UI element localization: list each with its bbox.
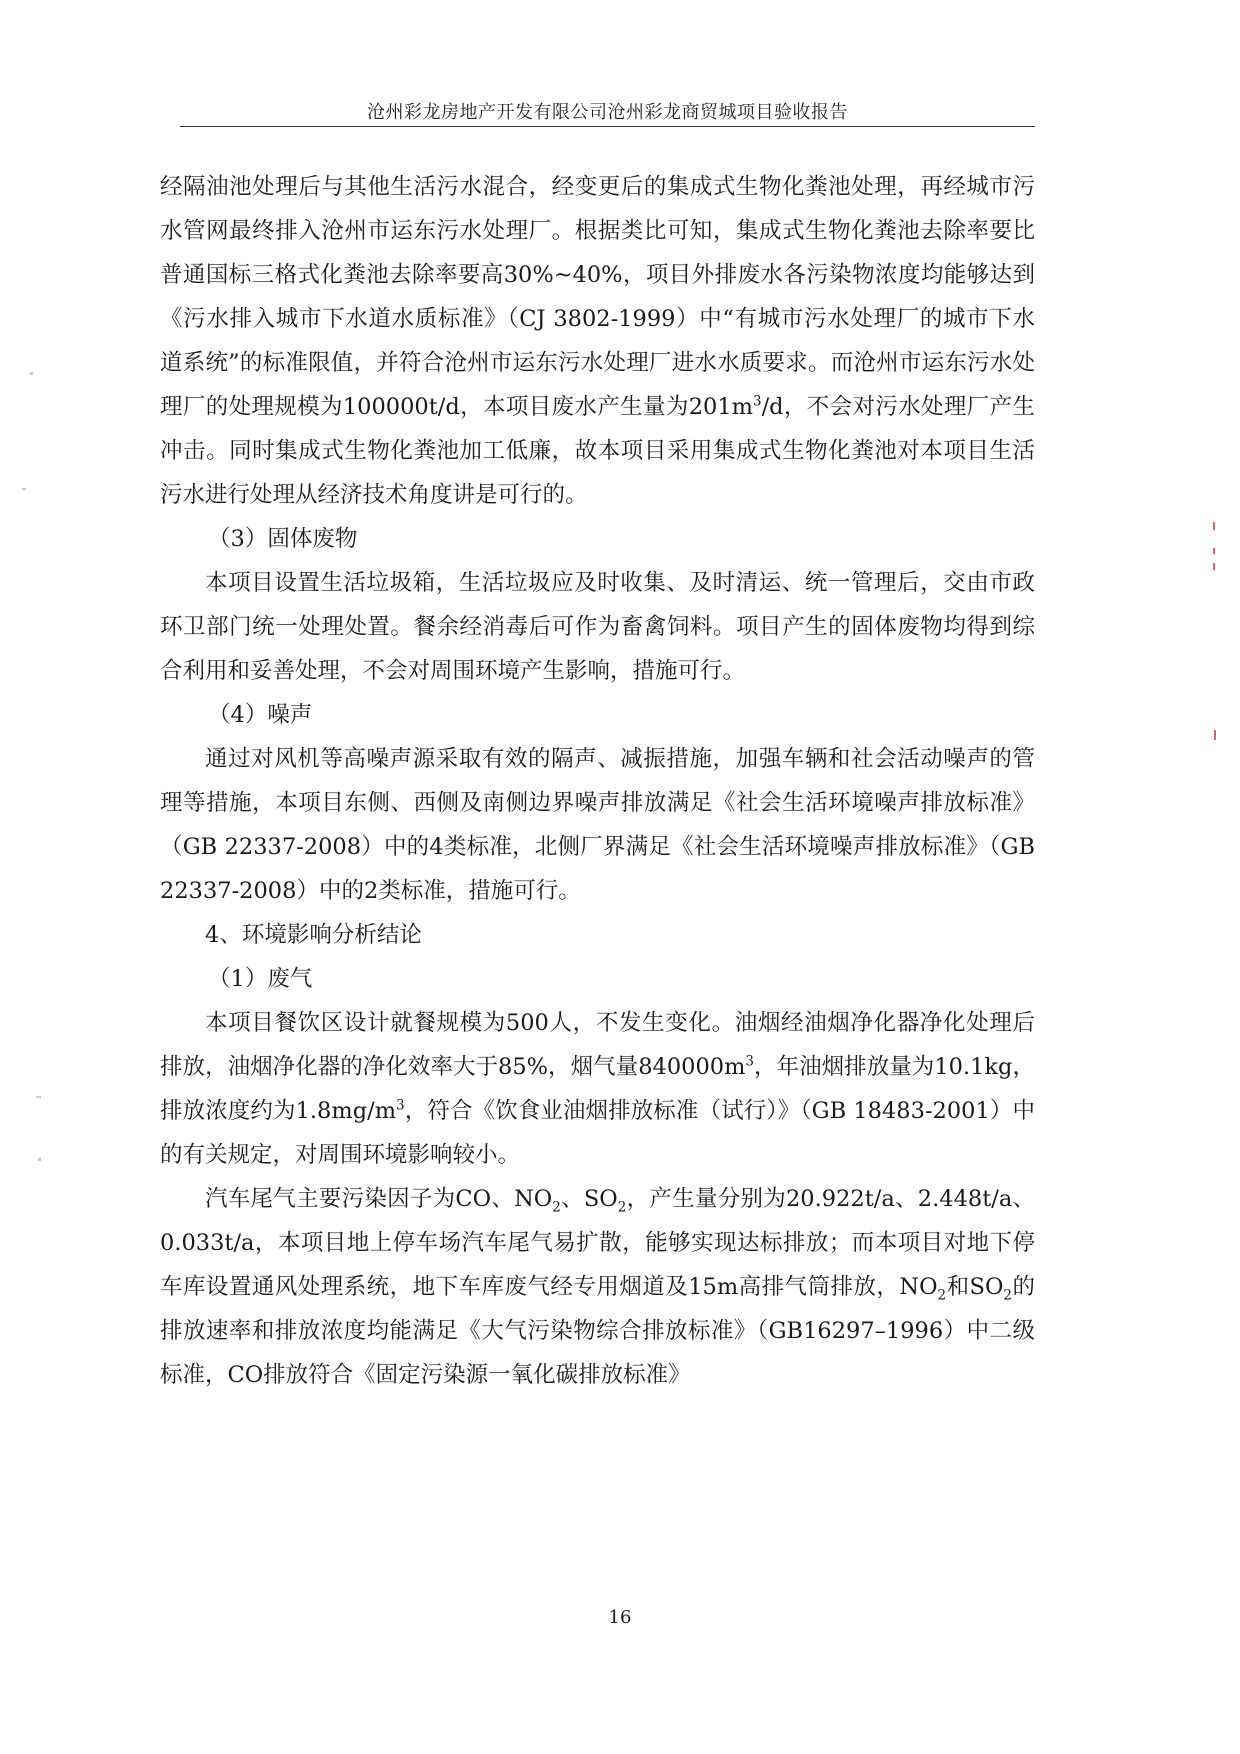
subscript: 2 [1003,1287,1013,1304]
text: 、SO [560,1186,618,1212]
scan-artifact [1213,563,1215,570]
scan-artifact [1213,548,1215,554]
paragraph-noise: 通过对风机等高噪声源采取有效的隔声、减振措施，加强车辆和社会活动噪声的管理等措施，本项目东侧、西侧及南侧边界噪声排放满足《社会生活环境噪声排放标准》（GB 22337-2008）中的4类标准，北侧厂界满足《社会生活环境噪声排放标准》（GB 22337-2008）中的2类标准，措施可行。 [160,746,1035,904]
scan-artifact [1214,730,1216,740]
text: ，符合《饮食业油烟排放标准（试行）》（GB 18483-2001）中的有关规定，对周围环境影响较小。 [160,1098,1035,1168]
paragraph-solid-waste: 本项目设置生活垃圾箱，生活垃圾应及时收集、及时清运、统一管理后，交由市政环卫部门统一处理处置。餐余经消毒后可作为畜禽饲料。项目产生的固体废物均得到综合利用和妥善处理，不会对周围环境产生影响，措施可行。 [160,570,1035,684]
text: 汽车尾气主要污染因子为CO、NO [205,1186,553,1212]
paragraph-vehicle-exhaust [160,1177,1035,1397]
text: 本项目餐饮区设计就餐规模为500人，不发生变化。油烟经油烟净化器净化处理后排放，油烟净化器的净化效率大于85%，烟气量840000m [160,1010,1035,1080]
text: 和SO [946,1274,1004,1300]
document-body [160,165,1035,1397]
text: 经隔油池处理后与其他生活污水混合，经变更后的集成式生物化粪池处理，再经城市污水管网最终排入沧州市运东污水处理厂。根据类比可知，集成式生物化粪池去除率要比普通国标三格式化粪池去除率要高30%~40%，项目外排废水各污染物浓度均能够达到《污水排入城市下水道水质标准》（CJ 3802-1999）中“有城市污水处理厂的城市下水道系统”的标准限值，并符合沧州市运东污水处理厂进水水质要求。而沧州市运东污水处理厂的处理规模为100000t/d，本项目废水产生量为201m [160,174,1035,420]
subscript: 2 [937,1287,947,1304]
subscript: 2 [617,1199,627,1216]
header-divider [180,126,1035,127]
text: /d，不会对污水处理厂产生冲击。同时集成式生物化粪池加工低廉，故本项目采用集成式生物化粪池对本项目生活污水进行处理从经济技术角度讲是可行的。 [160,394,1036,508]
page-number: 16 [608,1607,632,1628]
scan-artifact [38,1158,41,1161]
paragraph-cooking-fumes [160,1001,1035,1177]
heading-solid-waste: （3）固体废物 [208,526,358,552]
text: ，产生量分别为20.922t/a、2.448t/a、0.033t/a，本项目地上停车场汽车尾气易扩散，能够实现达标排放；而本项目对地下停车库设置通风处理系统，地下车库废气经专用烟道及15m高排气筒排放，NO [160,1186,1036,1300]
scan-artifact [1213,522,1215,530]
scan-artifact [22,488,26,490]
superscript: 3 [745,1053,755,1070]
heading-noise: （4）噪声 [208,702,313,728]
heading-exhaust-gas: （1）废气 [208,966,313,992]
scan-artifact [36,1096,41,1098]
heading-section-4: 4、环境影响分析结论 [205,922,422,948]
superscript: 3 [753,393,762,410]
paragraph-wastewater [160,165,1035,517]
page-header: 沧州彩龙房地产开发有限公司沧州彩龙商贸城项目验收报告 [367,102,848,123]
superscript: 3 [396,1097,405,1114]
scan-artifact [30,372,33,375]
subscript: 2 [552,1199,561,1216]
text: 的排放速率和排放浓度均能满足《大气污染物综合排放标准》（GB16297–1996）中二级标准，CO排放符合《固定污染源一氧化碳排放标准》 [160,1274,1035,1388]
text: ，年油烟排放量为10.1kg，排放浓度约为1.8mg/m [160,1054,1035,1124]
